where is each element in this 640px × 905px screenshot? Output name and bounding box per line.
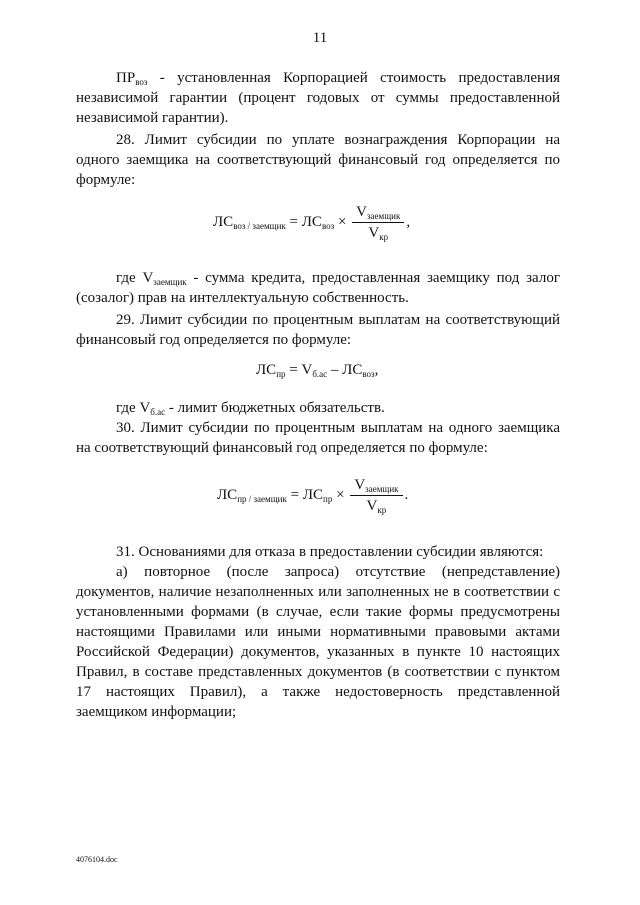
paragraph-prvoz-definition: [76, 68, 560, 128]
formula1-num-v: V: [356, 204, 367, 220]
formula1-end: ,: [406, 213, 411, 230]
where2-sub: б.ас: [150, 407, 166, 417]
formula3-numerator: [350, 476, 402, 496]
where2-prefix: где V: [116, 400, 151, 416]
footer-filename: 4076104.doc: [76, 855, 118, 864]
where1-prefix: где V: [116, 270, 154, 286]
formula1-eq: = ЛС: [285, 213, 322, 230]
formula1-fraction: [352, 203, 404, 242]
formula3-den-sub: кр: [377, 505, 387, 515]
formula-ls-pr-zaemshchik: [217, 476, 408, 515]
formula2-mid-sub: б.ас: [312, 369, 328, 379]
formula1-den-v: V: [368, 225, 380, 241]
formula2-lhs: ЛС: [256, 362, 277, 378]
formula-ls-voz-zaemshchik: [213, 203, 410, 242]
formula1-denominator: [352, 223, 404, 242]
formula-ls-pr: [256, 362, 378, 379]
formula3-den-v: V: [366, 498, 378, 514]
page-number: 11: [312, 30, 328, 46]
where1-text-line1: - сумма кредита, предоставленная заемщику под залог: [186, 270, 560, 286]
paragraph-31a: а) повторное (после запроса) отсутствие (непредставление) документов, наличие незаполненных или заполненных не в соответствии с установленными формами (в случае, если такие формы предусмотрены настоящими Правилами или иными нормативными правовыми актами Российской Федерации) документов, указанных в пункте 10 настоящих Правил, в составе представленных документов (в соответствии с пунктом 17 настоящих Правил), а также недостоверность представленной заемщиком информации;: [76, 564, 560, 720]
where1-text-rest: (созалог) прав на интеллектуальную собственность.: [76, 290, 409, 306]
formula3-fraction: [350, 476, 402, 515]
formula3-mid-sub: пр: [323, 493, 333, 504]
prvoz-text-rest: независимой гарантии (процент годовых от суммы предоставленной независимой гарантии).: [76, 90, 560, 126]
formula3-end: .: [404, 486, 409, 503]
formula3-eq: = ЛС: [286, 486, 324, 503]
formula1-times: ×: [334, 213, 347, 230]
paragraph-31: 31. Основаниями для отказа в предоставлении субсидии являются:: [116, 544, 544, 560]
formula3-lhs-sub: пр / заемщик: [237, 493, 287, 504]
formula1-lhs: ЛС: [213, 213, 234, 230]
prvoz-symbol: ПР: [116, 70, 136, 86]
paragraph-where-vbas: [76, 398, 560, 418]
paragraph-29: 29. Лимит субсидии по процентным выплатам на соответствующий финансовый год определяется по формуле:: [76, 312, 560, 348]
formula3-num-v: V: [354, 477, 366, 493]
prvoz-text-line1: - установленная Корпорацией стоимость предоставления: [147, 70, 560, 86]
formula2-end: ,: [374, 362, 379, 378]
formula2-lhs-sub: пр: [276, 369, 286, 379]
formula3-num-sub: заемщик: [365, 484, 399, 494]
formula1-numerator: [352, 203, 404, 223]
paragraph-28: 28. Лимит субсидии по уплате вознаграждения Корпорации на одного заемщика на соответствующий финансовый год определяется по формуле:: [76, 132, 560, 188]
formula1-den-sub: кр: [379, 232, 389, 242]
paragraph-30: 30. Лимит субсидии по процентным выплатам на одного заемщика на соответствующий финансовый год определяется по формуле:: [76, 420, 560, 456]
formula1-lhs-sub: воз / заемщик: [233, 220, 286, 231]
formula3-times: ×: [332, 486, 345, 503]
formula1-mid-sub: воз: [321, 220, 335, 231]
where1-sub: заемщик: [153, 277, 187, 287]
where2-text: - лимит бюджетных обязательств.: [165, 400, 385, 416]
formula1-num-sub: заемщик: [367, 211, 401, 221]
formula2-end-sub: воз: [362, 369, 375, 379]
formula2-minus: – ЛС: [327, 362, 363, 378]
formula3-lhs: ЛС: [217, 486, 238, 503]
prvoz-subscript: воз: [135, 77, 148, 87]
formula2-mid: = V: [285, 362, 313, 378]
formula3-denominator: [350, 496, 402, 515]
paragraph-where-vzaemshchik: [76, 268, 560, 308]
